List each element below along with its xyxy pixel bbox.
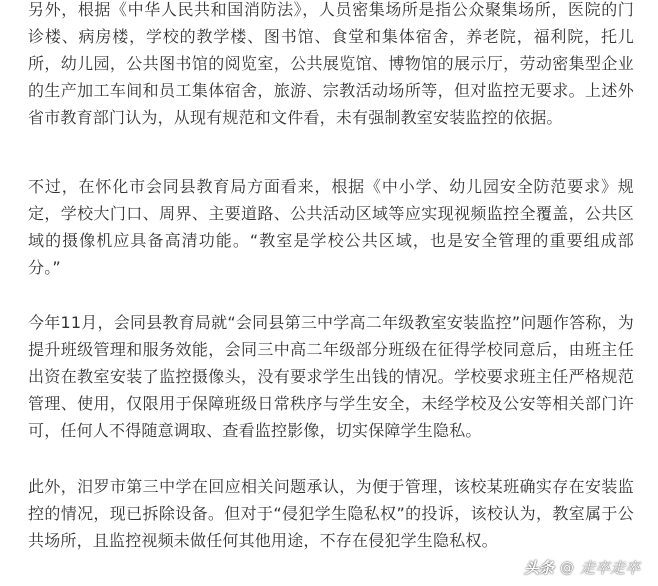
watermark-brand: 头条 <box>523 559 554 577</box>
article-paragraph: 不过，在怀化市会同县教育局方面看来，根据《中小学、幼儿园安全防范要求》规定，学校大门口、周界、主要道路、公共活动区域等应实现视频监控全覆盖，公共区域的摄像机应具备高清功能。“教室是学校公共区域，也是安全管理的重要组成部分。” <box>28 177 634 277</box>
watermark-at-sign: @ <box>559 559 574 576</box>
article-paragraph: 今年11月，会同县教育局就“会同县第三中学高二年级教室安装监控”问题作答称，为提升班级管理和服务效能，会同三中高二年级部分班级在征得学校同意后，由班主任出资在教室安装了监控摄像头，没有要求学生出钱的情况。学校要求班主任严格规范管理、使用，仅限用于保障班级日常秩序与学生安全，未经学校及公安等相关部门许可，任何人不得随意调取、查看监控影像，切实保障学生隐私。 <box>28 313 634 440</box>
watermark-author: 走卒走卒 <box>579 559 640 577</box>
author-watermark <box>524 557 640 578</box>
article-paragraph: 另外，根据《中华人民共和国消防法》，人员密集场所是指公众聚集场所，医院的门诊楼、病房楼，学校的教学楼、图书馆、食堂和集体宿舍，养老院，福利院，托儿所，幼儿园，公共图书馆的阅览室，公共展览馆、博物馆的展示厅，劳动密集型企业的生产加工车间和员工集体宿舍，旅游、宗教活动场所等，但对监控无要求。上述外省市教育部门认为，从现有规范和文件看，未有强制教室安装监控的依据。 <box>28 0 634 127</box>
article-paragraph: 此外，汨罗市第三中学在回应相关问题承认，为便于管理，该校某班确实存在安装监控的情况，现已拆除设备。但对于“侵犯学生隐私权”的投诉，该校认为，教室属于公共场所，且监控视频未做任何其他用途，不存在侵犯学生隐私权。 <box>28 477 634 550</box>
